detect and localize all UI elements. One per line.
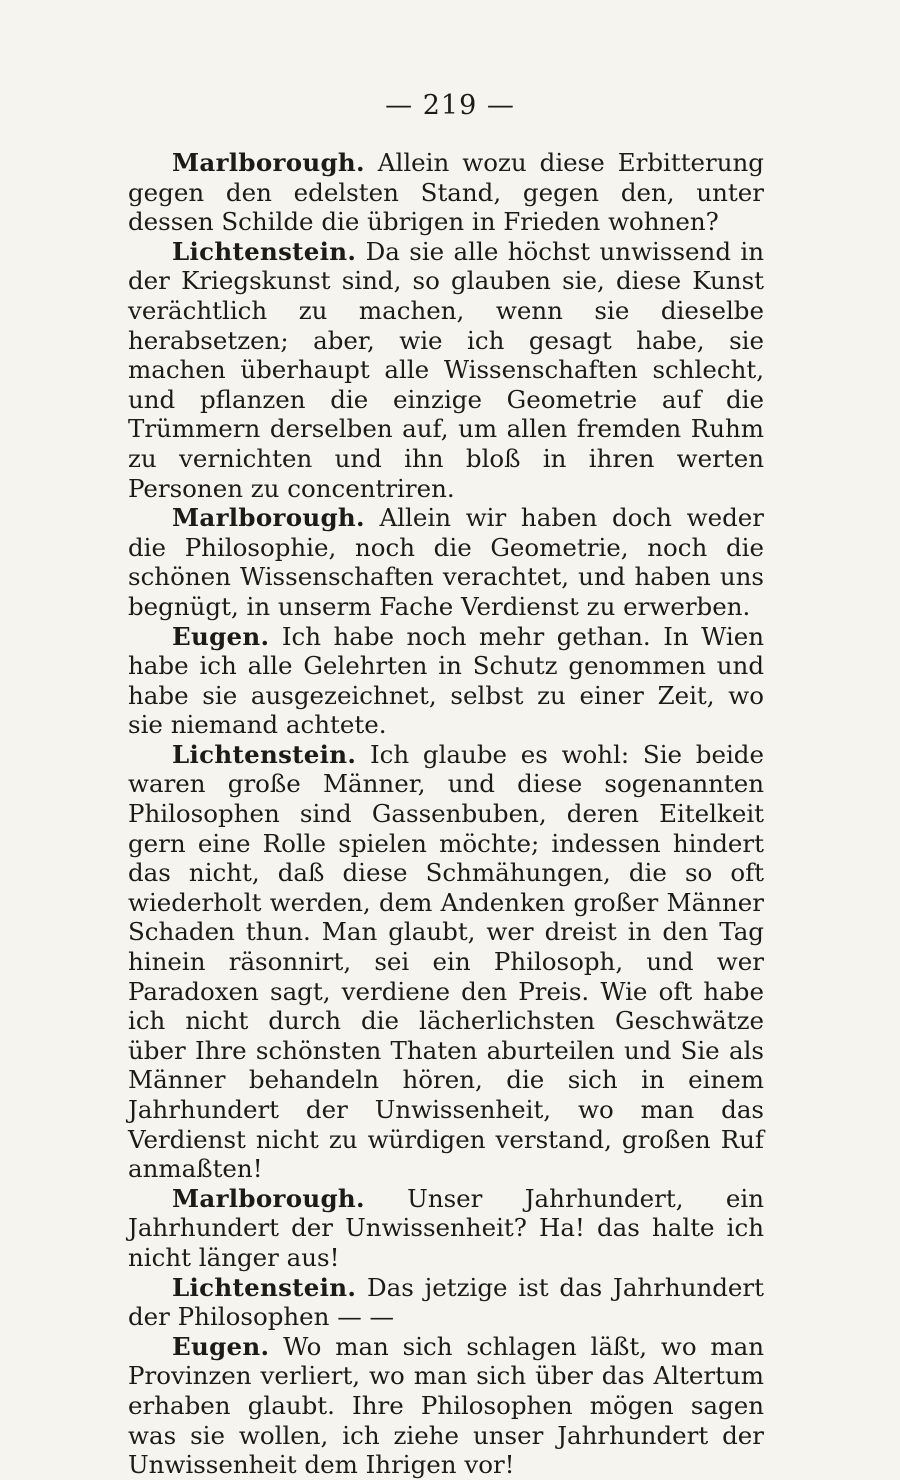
speech-text: Allein wozu diese Erbitterung gegen den edelsten Stand, gegen den, unter dessen Schilde die übrigen in Frieden wohnen? xyxy=(128,148,764,237)
speaker-name: Marlborough. xyxy=(172,148,365,177)
speech-text: Ich habe noch mehr gethan. In Wien habe ich alle Gelehrten in Schutz genommen und habe sie ausgezeichnet, selbst zu einer Zeit, wo sie niemand achtete. xyxy=(128,621,764,740)
speech-text: Das jetzige ist das Jahrhundert der Philosophen — — xyxy=(128,1272,764,1332)
page-number: — 219 — xyxy=(385,90,515,121)
speaker-name: Lichtenstein. xyxy=(172,739,357,769)
dialogue-paragraph xyxy=(128,1184,764,1273)
speaker-name: Marlborough. xyxy=(172,503,365,533)
speech-text: Da sie alle höchst unwissend in der Kriegskunst sind, so glauben sie, diese Kunst verächtlich zu machen, wenn sie dieselbe herabsetzen; aber, wie ich gesagt habe, sie machen überhaupt alle Wissenschaften schlecht, und pflanzen die einzige Geometrie auf die Trümmern derselben auf, um allen fremden Ruhm zu vernichten und ihn bloß in ihren werten Personen zu concentriren. xyxy=(128,236,764,503)
speaker-name: Lichtenstein. xyxy=(172,236,357,266)
speaker-name: Eugen. xyxy=(172,1331,270,1361)
dialogue-text xyxy=(128,148,764,1480)
dialogue-paragraph xyxy=(128,148,764,237)
dialogue-paragraph xyxy=(128,622,764,740)
speaker-name: Eugen. xyxy=(172,621,270,651)
speech-text: Allein wir haben doch weder die Philosophie, noch die Geometrie, noch die schönen Wissenschaften verachtet, und haben uns begnügt, in unserm Fache Verdienst zu erwerben. xyxy=(128,503,764,621)
dialogue-paragraph xyxy=(128,1332,764,1480)
dialogue-paragraph xyxy=(128,1273,764,1332)
speech-text: Ich glaube es wohl: Sie beide waren große Männer, und diese sogenannten Philosophen sind Gassenbuben, deren Eitelkeit gern eine Rolle spielen möchte; indessen hindert das nicht, daß diese Schmähungen, die so oft wiederholt werden, dem Andenken großer Männer Schaden thun. Man glaubt, wer dreist in den Tag hinein räsonnirt, sei ein Philosoph, und wer Paradoxen sagt, verdiene den Preis. Wie oft habe ich nicht durch die lächerlichsten Geschwätze über Ihre schönsten Thaten aburteilen und Sie als Männer behandeln hören, die sich in einem Jahrhundert der Unwissenheit, wo man das Verdienst nicht zu würdigen verstand, großen Ruf anmaßten! xyxy=(128,739,764,1184)
dialogue-paragraph xyxy=(128,237,764,503)
speaker-name: Lichtenstein. xyxy=(172,1272,357,1302)
dialogue-paragraph xyxy=(128,503,764,621)
speech-text: Wo man sich schlagen läßt, wo man Provinzen verliert, wo man sich über das Altertum erhaben glaubt. Ihre Philosophen mögen sagen was sie wollen, ich ziehe unser Jahrhundert der Unwissenheit dem Ihrigen vor! xyxy=(128,1331,764,1480)
speech-text: Unser Jahrhundert, ein Jahrhundert der Unwissenheit? Ha! das halte ich nicht länger aus! xyxy=(128,1183,764,1272)
dialogue-paragraph xyxy=(128,740,764,1184)
speaker-name: Marlborough. xyxy=(172,1183,365,1213)
